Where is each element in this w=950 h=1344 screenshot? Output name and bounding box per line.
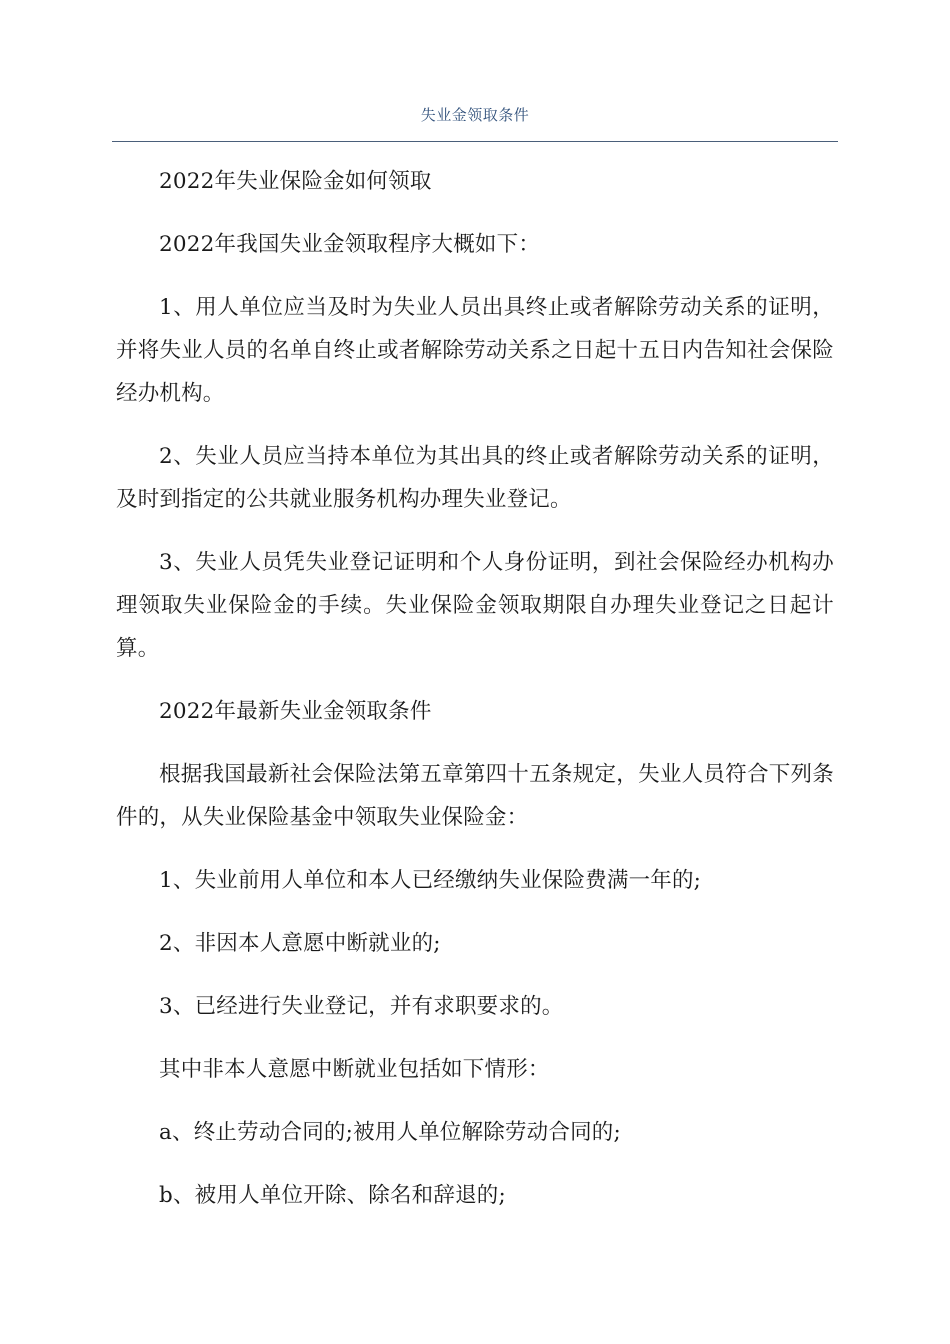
running-header-title: 失业金领取条件 bbox=[420, 106, 530, 124]
paragraph-procedure-step-3: 3、失业人员凭失业登记证明和个人身份证明，到社会保险经办机构办理领取失业保险金的手续。失业保险金领取期限自办理失业登记之日起计算。 bbox=[116, 550, 834, 661]
paragraph-procedure-step-1: 1、用人单位应当及时为失业人员出具终止或者解除劳动关系的证明，并将失业人员的名单自终止或者解除劳动关系之日起十五日内告知社会保险经办机构。 bbox=[116, 295, 834, 406]
paragraph-situation-a: a、终止劳动合同的;被用人单位解除劳动合同的; bbox=[159, 1120, 621, 1145]
document-body bbox=[116, 160, 834, 1237]
paragraph-condition-1: 1、失业前用人单位和本人已经缴纳失业保险费满一年的; bbox=[159, 868, 702, 893]
header-divider bbox=[112, 141, 838, 142]
paragraph-heading-conditions: 2022年最新失业金领取条件 bbox=[159, 699, 432, 724]
paragraph-procedure-intro: 2022年我国失业金领取程序大概如下： bbox=[159, 232, 541, 257]
paragraph-situation-b: b、被用人单位开除、除名和辞退的; bbox=[159, 1183, 506, 1208]
paragraph-involuntary-intro: 其中非本人意愿中断就业包括如下情形： bbox=[159, 1057, 550, 1082]
paragraph-condition-2: 2、非因本人意愿中断就业的; bbox=[159, 931, 441, 956]
paragraph-condition-3: 3、已经进行失业登记，并有求职要求的。 bbox=[159, 994, 564, 1019]
paragraph-heading-how-to-claim: 2022年失业保险金如何领取 bbox=[159, 169, 432, 194]
paragraph-procedure-step-2: 2、失业人员应当持本单位为其出具的终止或者解除劳动关系的证明，及时到指定的公共就业服务机构办理失业登记。 bbox=[116, 444, 834, 512]
paragraph-conditions-intro: 根据我国最新社会保险法第五章第四十五条规定，失业人员符合下列条件的，从失业保险基金中领取失业保险金： bbox=[116, 762, 834, 830]
